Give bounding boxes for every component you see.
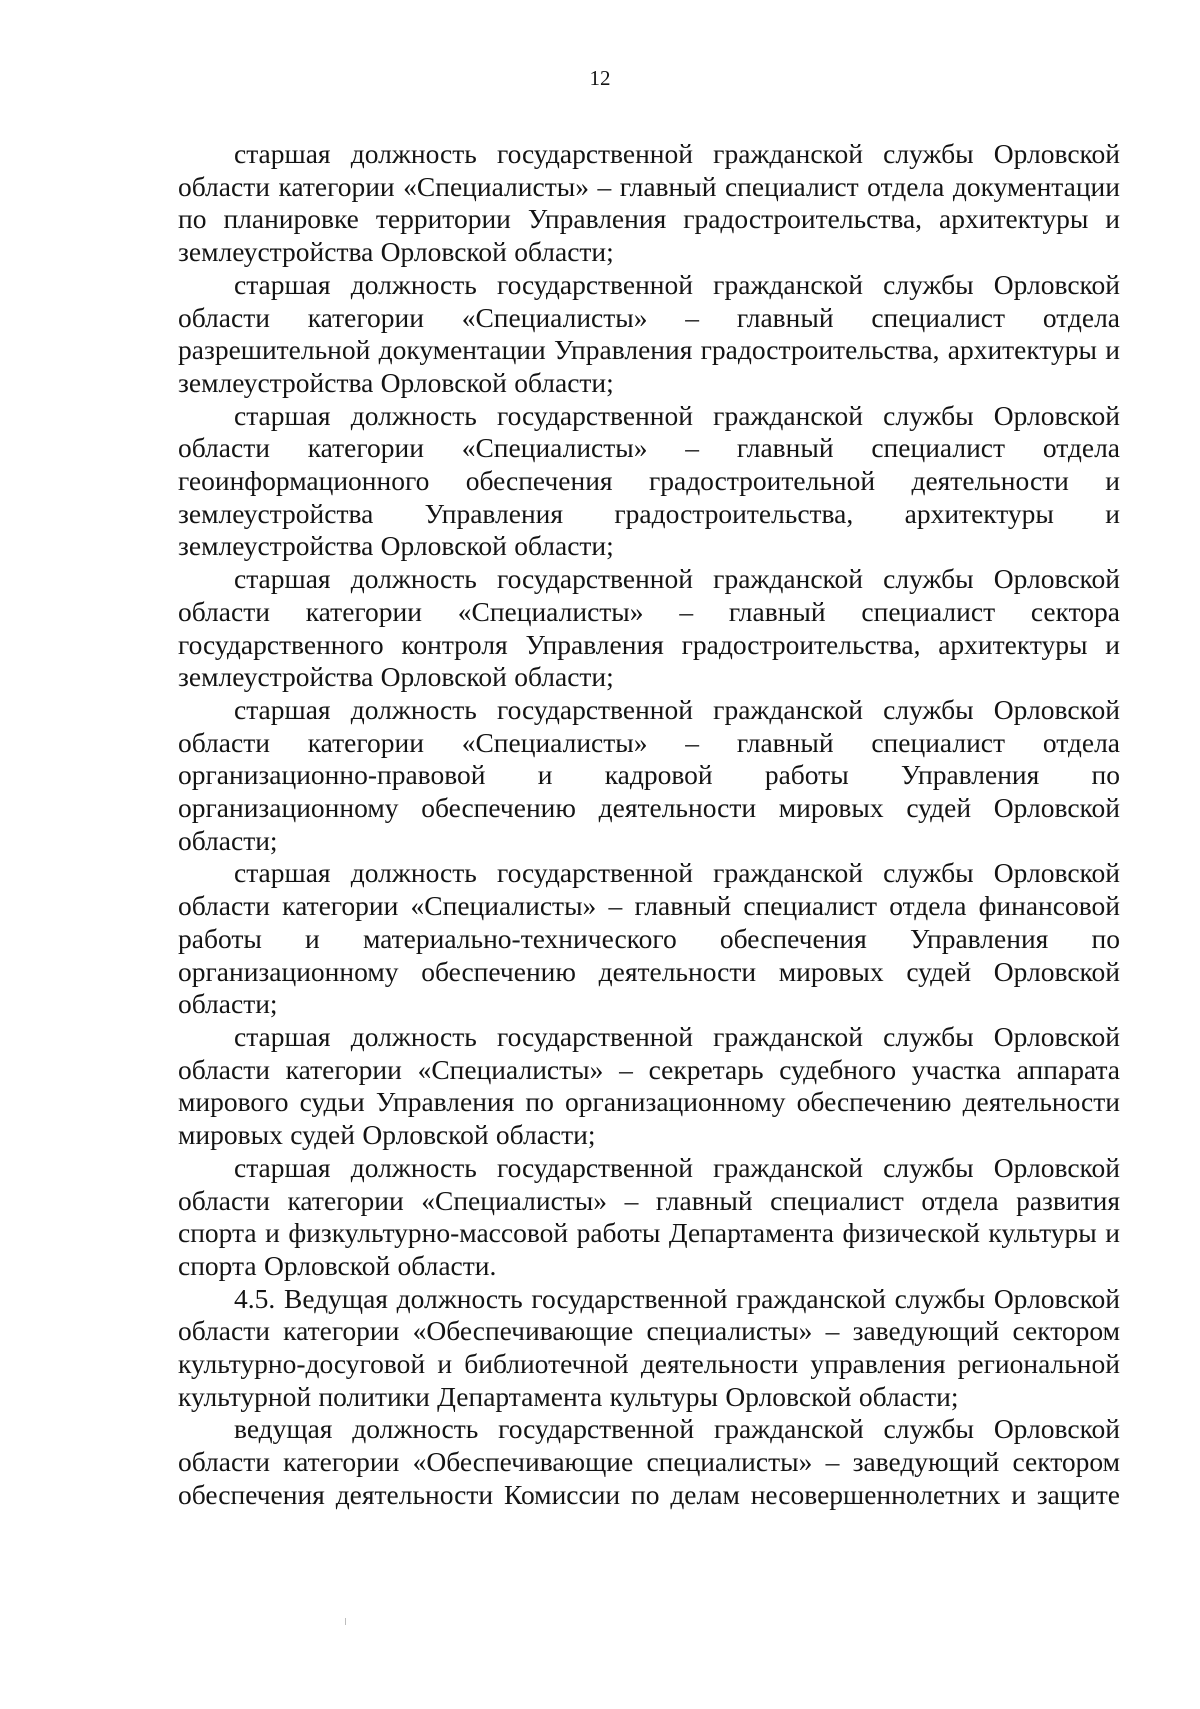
paragraph: старшая должность государственной гражданской службы Орловской области категории «Специалисты» – главный специалист отдела документации по планировке территории Управления градостроительства, архитектуры и землеустройства Орловской области;: [178, 138, 1120, 268]
paragraph: старшая должность государственной гражданской службы Орловской области категории «Специалисты» – главный специалист отдела финансовой работы и материально-технического обеспечения Управления по организационному обеспечению деятельности мировых судей Орловской области;: [178, 857, 1120, 1020]
paragraph: старшая должность государственной гражданской службы Орловской области категории «Специалисты» – главный специалист отдела организационно-правовой и кадровой работы Управления по организационному обеспечению деятельности мировых судей Орловской области;: [178, 693, 1120, 856]
paragraph: старшая должность государственной гражданской службы Орловской области категории «Специалисты» – главный специалист отдела геоинформационного обеспечения градостроительной деятельности и землеустройства Управления градостроительства, архитектуры и землеустройства Орловской области;: [178, 399, 1120, 562]
document-body: [178, 138, 1120, 1512]
paragraph: ведущая должность государственной гражданской службы Орловской области категории «Обеспечивающие специалисты» – заведующий сектором обеспечения деятельности Комиссии по делам несовершеннолетних и защите: [178, 1413, 1120, 1510]
paragraph: старшая должность государственной гражданской службы Орловской области категории «Специалисты» – главный специалист отдела разрешительной документации Управления градостроительства, архитектуры и землеустройства Орловской области;: [178, 268, 1120, 398]
scan-artifact: [345, 1618, 346, 1625]
page-number: 12: [589, 66, 611, 90]
paragraph: старшая должность государственной гражданской службы Орловской области категории «Специалисты» – главный специалист сектора государственного контроля Управления градостроительства, архитектуры и землеустройства Орловской области;: [178, 563, 1120, 693]
paragraph: старшая должность государственной гражданской службы Орловской области категории «Специалисты» – секретарь судебного участка аппарата мирового судьи Управления по организационному обеспечению деятельности мировых судей Орловской области;: [178, 1020, 1120, 1151]
paragraph-section-4-5: 4.5. Ведущая должность государственной гражданской службы Орловской области категории «Обеспечивающие специалисты» – заведующий сектором культурно-досуговой и библиотечной деятельности управления региональной культурной политики Департамента культуры Орловской области;: [178, 1282, 1120, 1412]
paragraph: старшая должность государственной гражданской службы Орловской области категории «Специалисты» – главный специалист отдела развития спорта и физкультурно-массовой работы Департамента физической культуры и спорта Орловской области.: [178, 1151, 1120, 1281]
